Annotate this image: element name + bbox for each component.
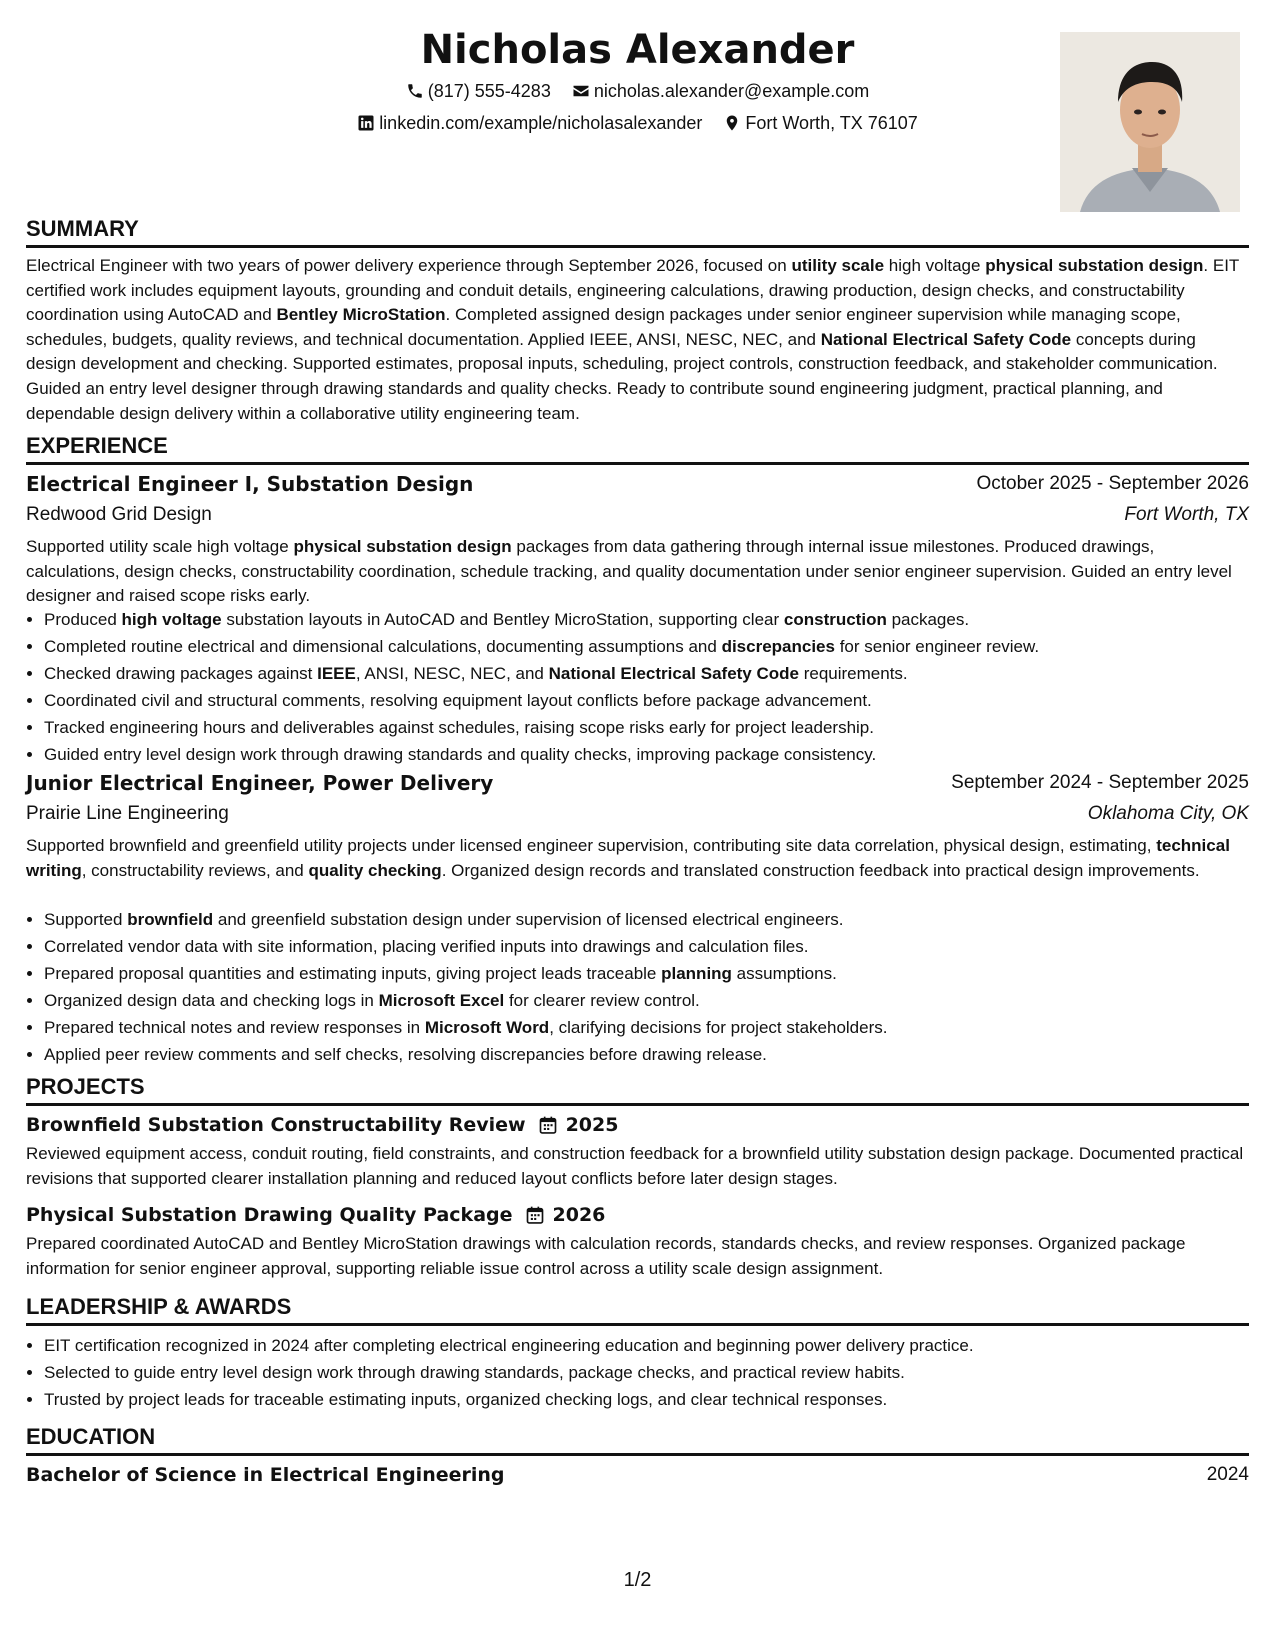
leadership-bullets [26,1332,1267,1413]
map-pin-icon [723,114,741,132]
phone-number: (817) 555-4283 [427,81,551,101]
list-item: • Correlated vendor data with site information, placing verified inputs into drawings and calculation files. [44,933,1267,960]
job-location: Fort Worth, TX [1124,504,1249,525]
job-bullets [26,606,1267,768]
project-description: Prepared coordinated AutoCAD and Bentley MicroStation drawings with calculation records, standards checks, and review responses. Organized package information for senior engineer approval, supporting reliable issue control across a utility scale design assignment. [26,1234,1186,1278]
portrait-image [1060,32,1240,212]
job-company: Redwood Grid Design [26,504,212,525]
candidate-name: Nicholas Alexander [420,27,855,73]
email-address[interactable]: nicholas.alexander@example.com [593,81,870,101]
project-description: Reviewed equipment access, conduit routing, field constraints, and construction feedback for a brownfield utility substation design package. Documented practical revisions that supported clearer installation planning and reduced layout conflicts before later design stages. [26,1144,1244,1188]
list-item: • Completed routine electrical and dimensional calculations, documenting assumptions and discrepancies for senior engineer review. [44,633,1267,660]
summary-text: Electrical Engineer with two years of power delivery experience through September 2026, focused on utility scale high voltage physical substation design. EIT certified work includes equipment layouts, grounding and conduit details, engineering calculations, drawing production, design checks, and constructability coordination using AutoCAD and Bentley MicroStation. Completed assigned design packages under senior engineer supervision while managing scope, schedules, budgets, quality reviews, and technical documentation. Applied IEEE, ANSI, NESC, NEC, and National Electrical Safety Code concepts during design development and checking. Supported estimates, proposal inputs, scheduling, project controls, construction feedback, and stakeholder communication. Guided an entry level designer through drawing standards and quality checks. Ready to contribute sound engineering judgment, practical planning, and dependable design delivery within a collaborative utility engineering team. [26,256,1239,423]
project-title [26,1112,618,1138]
email-item[interactable] [572,78,869,104]
resume-header [26,20,1249,220]
project-name: Physical Substation Drawing Quality Package [26,1204,513,1226]
phone-icon [406,82,424,100]
resume-page [26,0,1249,1650]
list-item: • Guided entry level design work through drawing standards and quality checks, improving package consistency. [44,741,1267,768]
job-dates: October 2025 - September 2026 [976,473,1249,494]
list-item: • Prepared technical notes and review responses in Microsoft Word, clarifying decisions for project stakeholders. [44,1014,1267,1041]
list-item: • Tracked engineering hours and deliverables against schedules, raising scope risks early for project leadership. [44,714,1267,741]
project-year: 2026 [552,1204,606,1226]
job-title: Junior Electrical Engineer, Power Delivery [26,771,494,795]
profile-photo [1060,32,1240,212]
list-item: • EIT certification recognized in 2024 after completing electrical engineering education and beginning power delivery practice. [44,1332,1267,1359]
leadership-heading: LEADERSHIP & AWARDS [26,1293,1249,1326]
list-item: • Produced high voltage substation layouts in AutoCAD and Bentley MicroStation, supporting clear construction packages. [44,606,1267,633]
linkedin-item[interactable] [357,110,702,136]
list-item: • Organized design data and checking logs in Microsoft Excel for clearer review control. [44,987,1267,1014]
summary-heading: SUMMARY [26,215,1249,248]
project-year: 2025 [565,1114,619,1136]
project-name: Brownfield Substation Constructability Review [26,1114,526,1136]
linkedin-url[interactable]: linkedin.com/example/nicholasalexander [379,113,703,133]
list-item: • Applied peer review comments and self checks, resolving discrepancies before drawing release. [44,1041,1267,1068]
page-number: 1/2 [623,1569,652,1591]
education-year: 2024 [1206,1464,1249,1485]
list-item: • Selected to guide entry level design work through drawing standards, package checks, and practical review habits. [44,1359,1267,1386]
list-item: • Checked drawing packages against IEEE, ANSI, NESC, NEC, and National Electrical Safety Code requirements. [44,660,1267,687]
job-company: Prairie Line Engineering [26,803,229,824]
job-location: Oklahoma City, OK [1087,803,1249,824]
linkedin-icon [357,114,375,132]
job-dates: September 2024 - September 2025 [951,772,1249,793]
location-item [723,110,917,136]
location-text: Fort Worth, TX 76107 [745,113,918,133]
projects-heading: PROJECTS [26,1073,1249,1106]
envelope-icon [572,82,590,100]
job-summary: Supported brownfield and greenfield utility projects under licensed engineer supervision, contributing site data correlation, physical design, estimating, technical writing, constructability reviews, and quality checking. Organized design records and translated construction feedback into practical design improvements. [26,836,1230,880]
job-bullets [26,906,1267,1068]
calendar-icon [538,1115,558,1135]
list-item: • Prepared proposal quantities and estimating inputs, giving project leads traceable planning assumptions. [44,960,1267,987]
education-degree: Bachelor of Science in Electrical Engineering [26,1464,505,1486]
phone-item [406,78,551,104]
list-item: • Trusted by project leads for traceable estimating inputs, organized checking logs, and clear technical responses. [44,1386,1267,1413]
job-summary: Supported utility scale high voltage physical substation design packages from data gathering through internal issue milestones. Produced drawings, calculations, design checks, constructability coordination, schedule tracking, and quality documentation under senior engineer supervision. Guided an entry level designer and raised scope risks early. [26,537,1232,606]
project-title [26,1202,605,1228]
list-item: • Coordinated civil and structural comments, resolving equipment layout conflicts before package advancement. [44,687,1267,714]
experience-heading: EXPERIENCE [26,432,1249,465]
job-title: Electrical Engineer I, Substation Design [26,472,474,496]
education-heading: EDUCATION [26,1423,1249,1456]
calendar-icon [525,1205,545,1225]
list-item: • Supported brownfield and greenfield substation design under supervision of licensed electrical engineers. [44,906,1267,933]
